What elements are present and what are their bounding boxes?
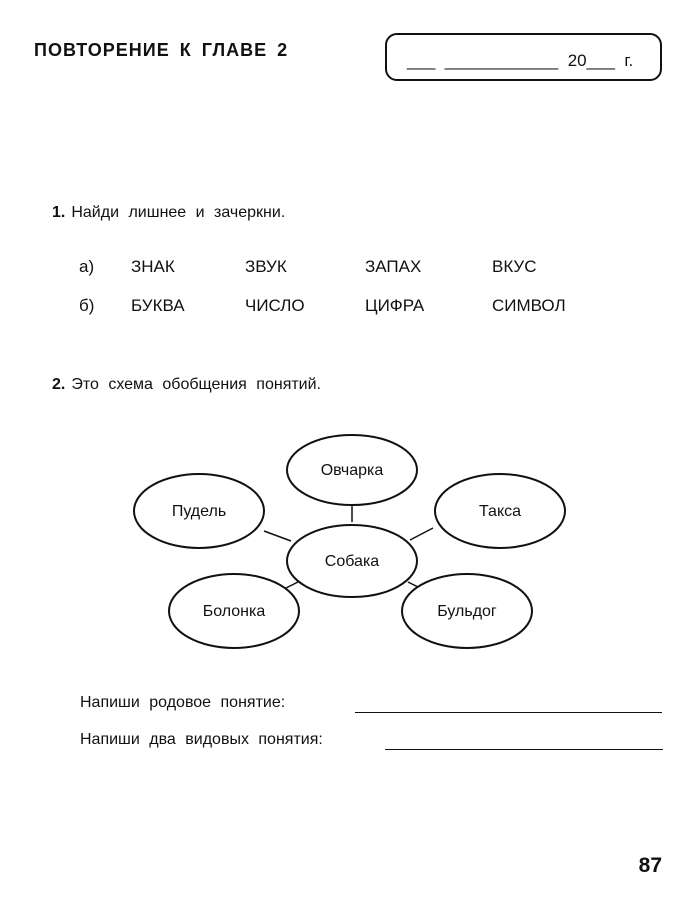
node-label: Пудель	[171, 503, 227, 521]
word-a-4[interactable]: ВКУС	[492, 257, 537, 276]
word-b-3[interactable]: ЦИФРА	[365, 296, 425, 315]
word-b-4[interactable]: СИМВОЛ	[492, 296, 566, 315]
node-label: Овчарка	[320, 462, 384, 480]
node-label: Такса	[478, 503, 522, 521]
date-line: ___ ____________ 20___ г.	[407, 51, 634, 70]
row-b-label: б)	[79, 296, 95, 315]
answer-line-specific[interactable]	[385, 749, 663, 750]
answer-line-generic[interactable]	[355, 712, 662, 713]
prompt-specific-concepts: Напиши два видовых понятия:	[80, 731, 323, 748]
page-title: ПОВТОРЕНИЕ К ГЛАВЕ 2	[34, 40, 289, 60]
node-label: Болонка	[202, 603, 266, 621]
page-number: 87	[638, 854, 662, 877]
row-a-label: а)	[79, 257, 95, 276]
connector-pudel	[264, 531, 291, 541]
word-b-1[interactable]: БУКВА	[131, 296, 185, 315]
node-label: Бульдог	[437, 603, 497, 621]
prompt-generic-concept: Напиши родовое понятие:	[80, 694, 286, 711]
word-a-3[interactable]: ЗАПАХ	[365, 257, 422, 276]
connector-taksa	[410, 528, 433, 540]
task-2-text: Это схема обобщения понятий.	[71, 376, 321, 393]
task-1-number: 1.	[52, 204, 66, 221]
task-2-number: 2.	[52, 376, 66, 393]
word-b-2[interactable]: ЧИСЛО	[245, 296, 305, 315]
center-node-label: Собака	[324, 553, 380, 571]
word-a-2[interactable]: ЗВУК	[245, 257, 287, 276]
word-a-1[interactable]: ЗНАК	[131, 257, 175, 276]
task-1-text: Найди лишнее и зачеркни.	[71, 204, 286, 221]
